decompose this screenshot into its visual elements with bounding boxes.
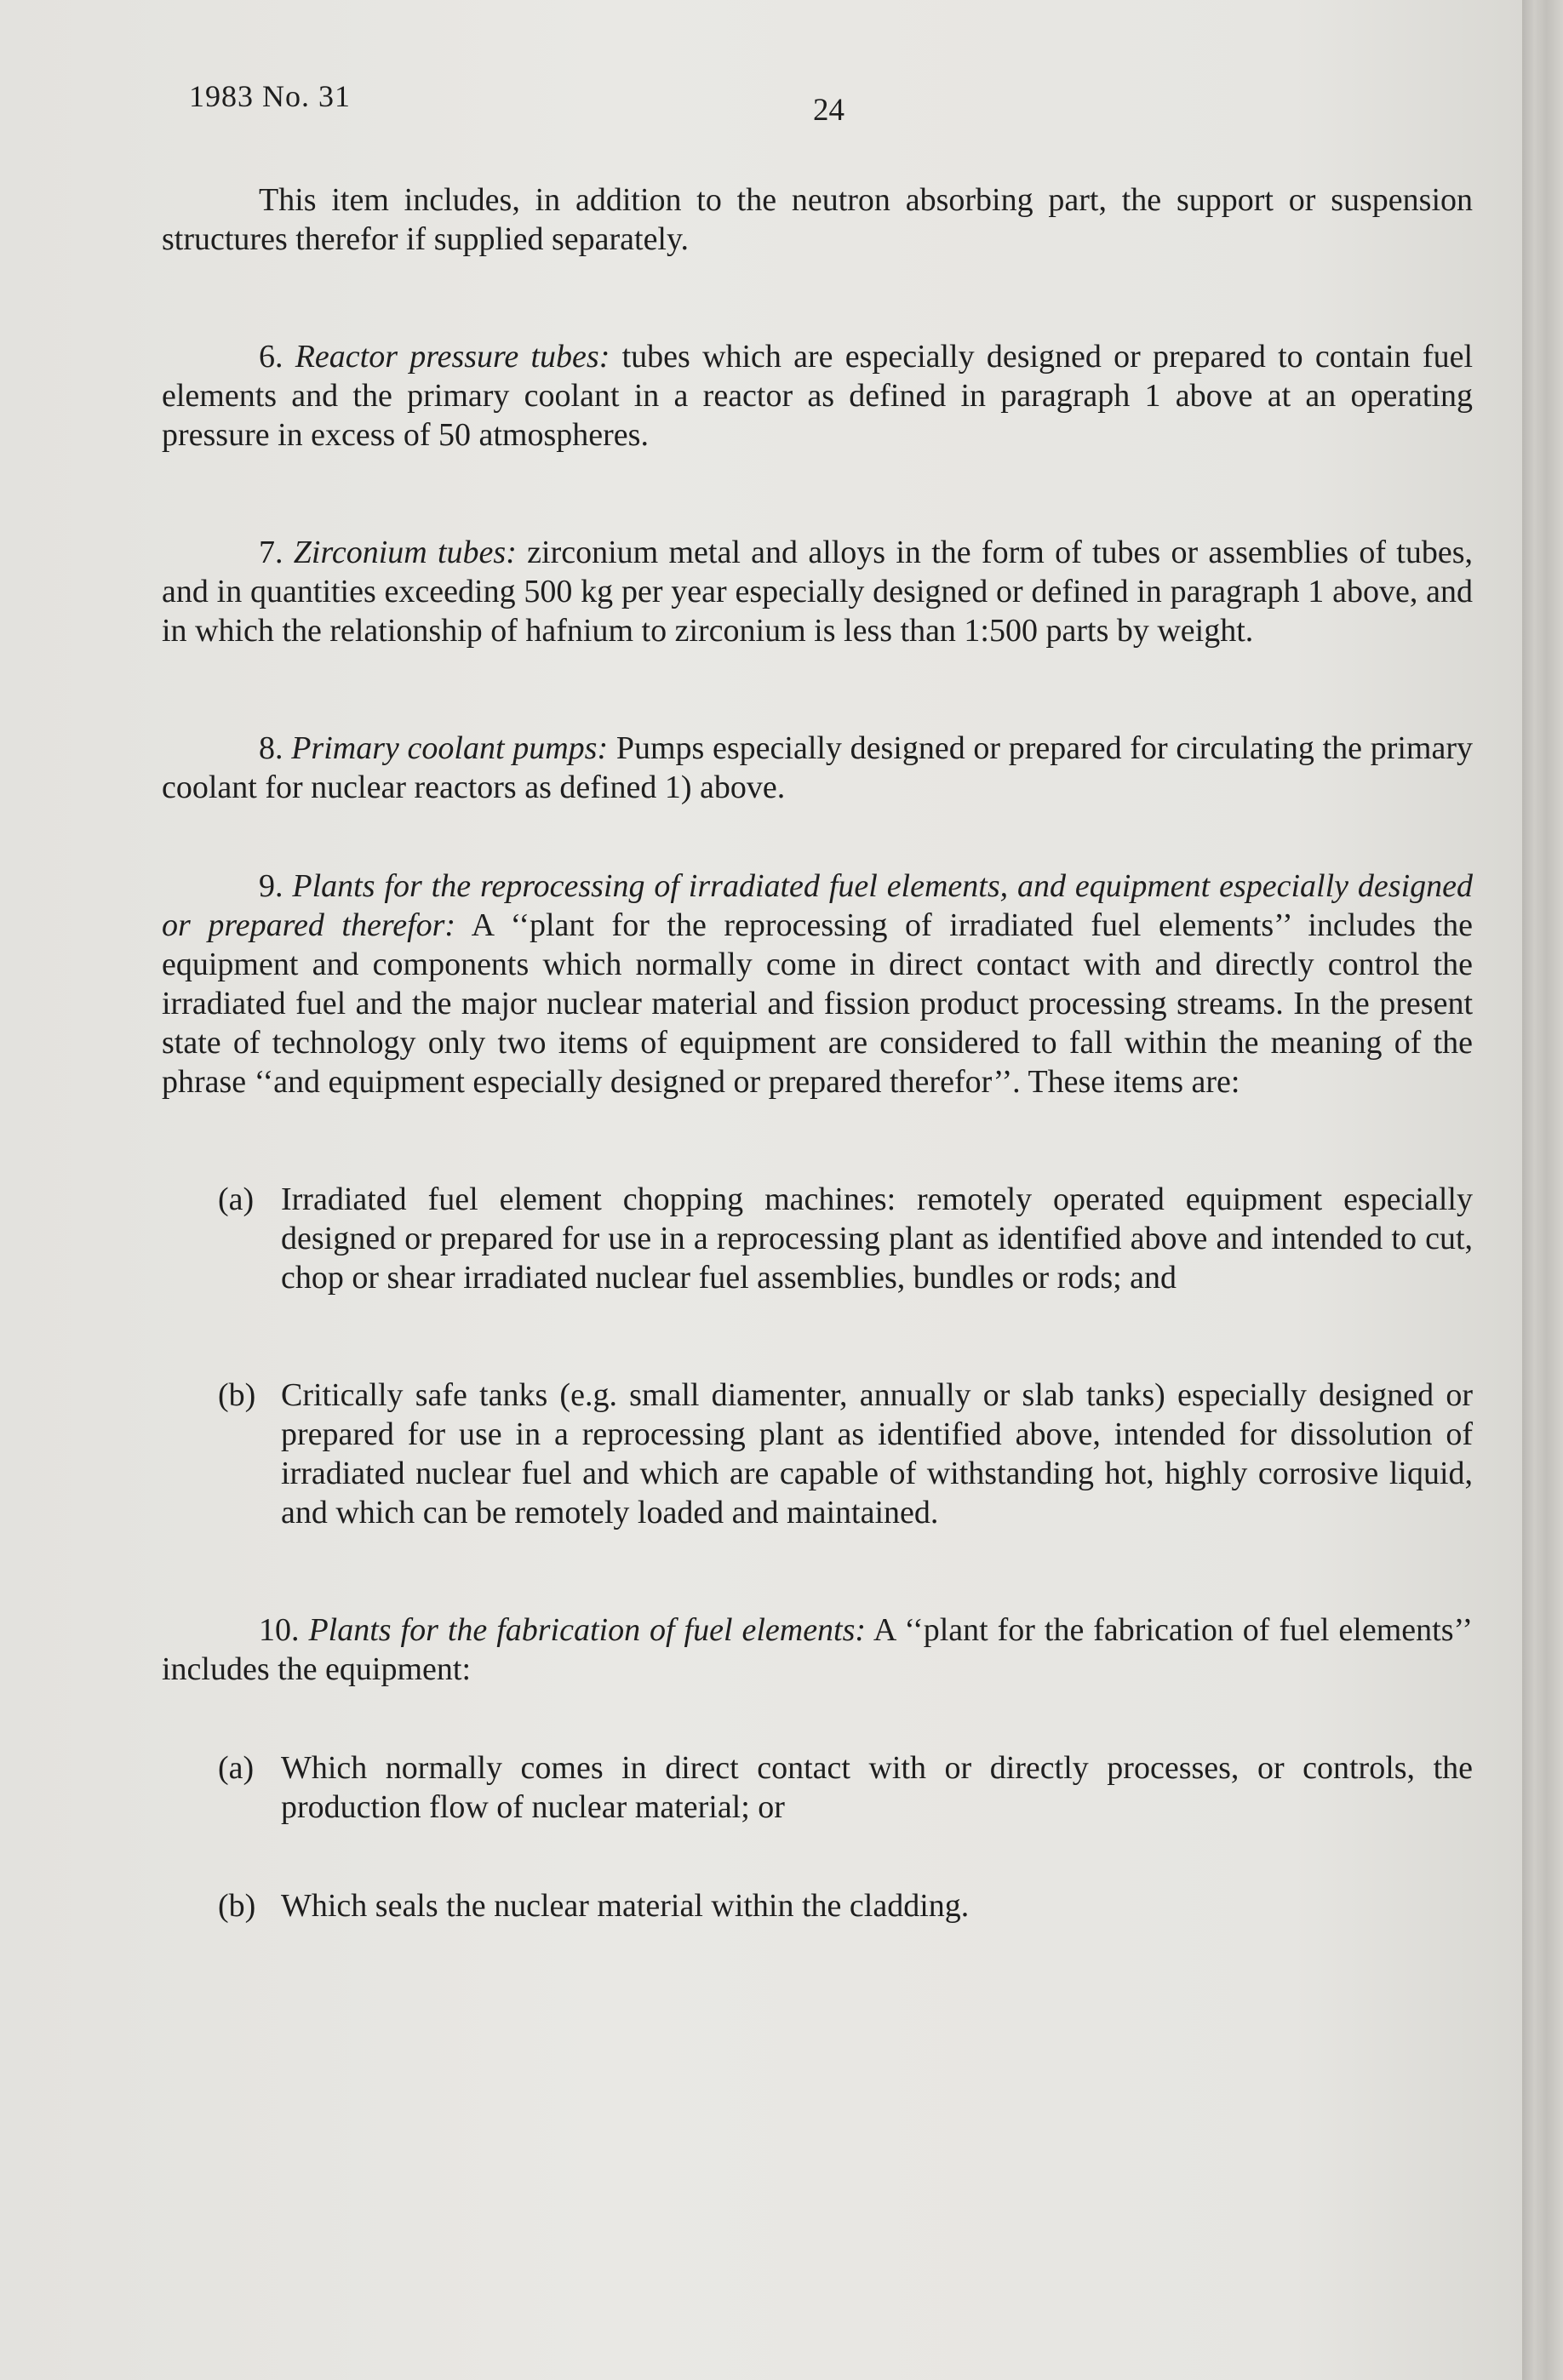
list-item-a [162,1748,1473,1827]
document-body [162,180,1473,1925]
list-item-text: Critically safe tanks (e.g. small diamenter, annually or slab tanks) especially designed or prepared for use in a reprocessing plant as identified above, intended for dissolution of irradiated nuclear fuel and which are capable of withstanding hot, highly corrosive liquid, and which can be remotely loaded and maintained. [281,1377,1473,1530]
list-item-b [162,1886,1473,1925]
section-title: Reactor pressure tubes: [295,339,610,375]
section-10 [162,1611,1473,1689]
list-marker: (b) [218,1888,256,1924]
section-number: 8. [259,730,283,766]
section-number: 6. [259,339,283,375]
section-text: A ‘‘plant for the fabrication of fuel elements’’ includes the equipment: [162,1612,1473,1687]
section-9 [162,867,1473,1101]
header-year-number: 1983 No. 31 [189,79,351,113]
section-text: Pumps especially designed or prepared for circulating the primary coolant for nuclear reactors as defined 1) above. [162,730,1473,805]
section-6 [162,337,1473,455]
list-item-b [162,1376,1473,1532]
section-title: Plants for the reprocessing of irradiated fuel elements, and equipment especially designed or prepared therefor: [162,868,1474,943]
page-number: 24 [813,93,844,128]
list-marker: (b) [218,1377,256,1413]
section-number: 9. [259,868,283,904]
section-number: 7. [259,535,283,570]
list-marker: (a) [218,1750,255,1786]
list-item-a [162,1180,1473,1297]
list-item-text: Which normally comes in direct contact with or directly processes, or controls, the production flow of nuclear material; or [281,1750,1473,1825]
section-title: Zirconium tubes: [293,535,517,570]
section-title: Primary coolant pumps: [291,730,609,766]
section-7 [162,533,1473,650]
list-marker: (a) [218,1181,255,1217]
section-8 [162,729,1473,807]
page-edge [1522,0,1563,2380]
section-number: 10. [259,1612,300,1648]
section-text: tubes which are especially designed or prepared to contain fuel elements and the primary coolant in a reactor as defined in paragraph 1 above at an operating pressure in excess of 50 atmospheres. [162,339,1474,453]
section-text: A ‘‘plant for the reprocessing of irradiated fuel elements’’ includes the equipment and components which normally come in direct contact with and directly control the irradiated fuel and the major nuclear material and fission product processing streams. In the present state of technology only two items of equipment are considered to fall within the meaning of the phrase ‘‘and equipment especially designed or prepared therefor’’. These items are: [162,907,1473,1100]
section-text: zirconium metal and alloys in the form of tubes or assemblies of tubes, and in quantities exceeding 500 kg per year especially designed or defined in paragraph 1 above, and in which the relationship of hafnium to zirconium is less than 1:500 parts by weight. [162,535,1473,649]
list-item-text: Which seals the nuclear material within the cladding. [281,1888,970,1924]
list-item-text: Irradiated fuel element chopping machines: remotely operated equipment especially designed or prepared for use in a reprocessing plant as identified above and intended to cut, chop or shear irradiated nuclear fuel assemblies, bundles or rods; and [281,1181,1473,1296]
intro-paragraph: This item includes, in addition to the neutron absorbing part, the support or suspension structures therefor if supplied separately. [162,182,1473,257]
section-title: Plants for the fabrication of fuel elements: [308,1612,867,1648]
